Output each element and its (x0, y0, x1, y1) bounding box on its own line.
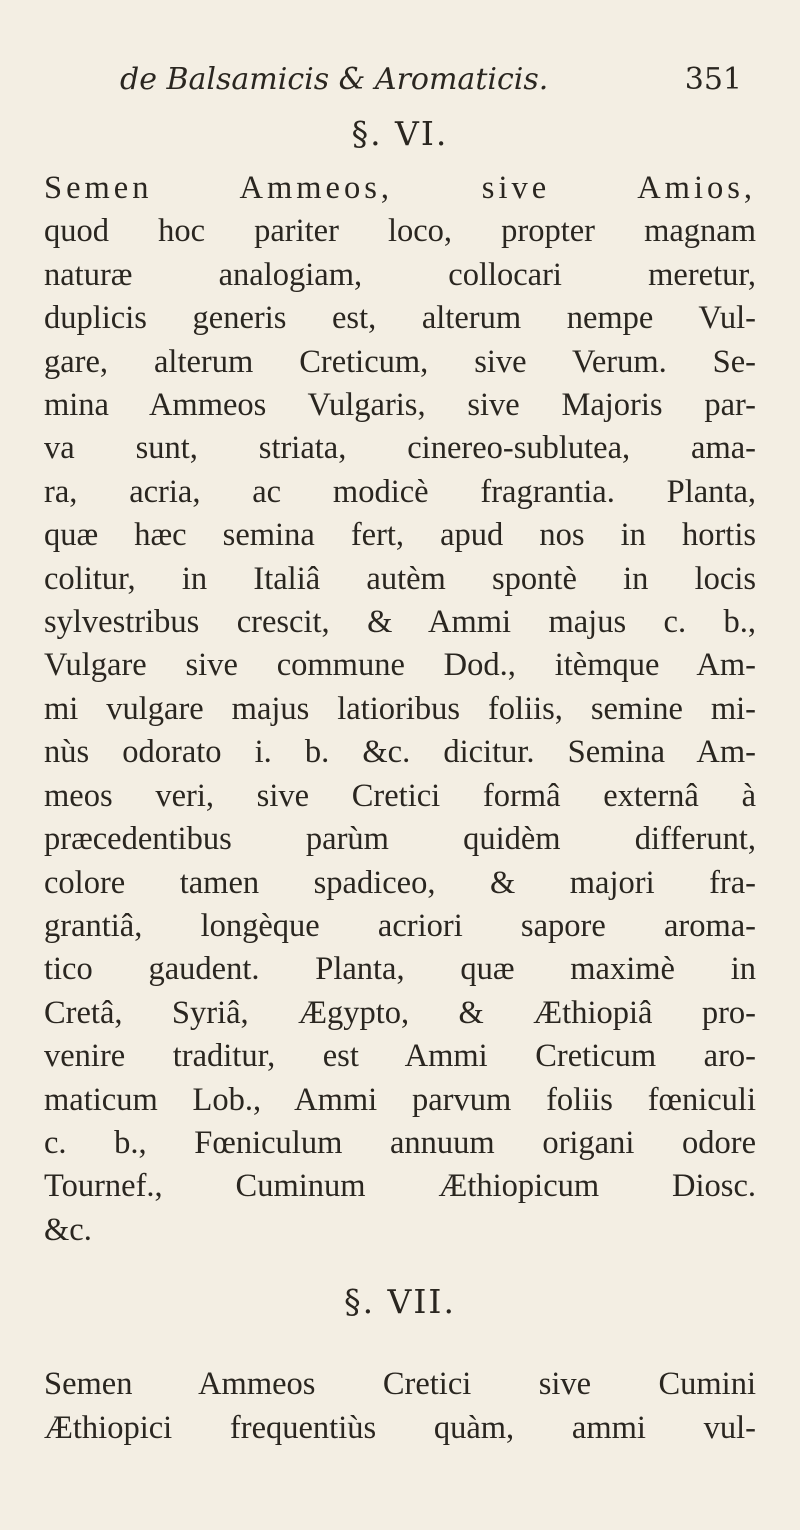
text-line: quod hoc pariter loco, propter magnam (44, 213, 756, 250)
text-line: mina Ammeos Vulgaris, sive Majoris par- (44, 387, 756, 424)
text-line: colore tamen spadiceo, & majori fra- (44, 864, 756, 901)
text-line: præcedentibus parùm quidèm differunt, (44, 821, 756, 858)
text-line: mi vulgare majus latioribus foliis, semine mi- (44, 690, 756, 727)
text-line: tico gaudent. Planta, quæ maximè in (44, 951, 756, 988)
text-line: venire traditur, est Ammi Creticum aro- (44, 1038, 756, 1075)
text-line: gare, alterum Creticum, sive Verum. Se- (44, 343, 756, 380)
section-heading-vi: §. VI. (351, 114, 449, 153)
paragraph-section-vii (44, 1363, 756, 1450)
text-line: meos veri, sive Cretici formâ externâ à (44, 777, 756, 814)
text-line: Tournef., Cuminum Æthiopicum Diosc. (44, 1168, 756, 1205)
text-line: c. b., Fœniculum annuum origani odore (44, 1124, 756, 1161)
text-line: quæ hæc semina fert, apud nos in hortis (44, 517, 756, 554)
text-line: ra, acria, ac modicè fragrantia. Planta, (44, 473, 756, 510)
text-line: Cretâ, Syriâ, Ægypto, & Æthiopiâ pro- (44, 994, 756, 1031)
text-line: &c. (44, 1211, 92, 1248)
paragraph-section-vi (44, 167, 756, 1252)
text-line: Vulgare sive commune Dod., itèmque Am- (44, 647, 756, 684)
text-line: Semen Ammeos Cretici sive Cumini (44, 1366, 756, 1403)
text-line: duplicis generis est, alterum nempe Vul- (44, 300, 756, 337)
text-line: nùs odorato i. b. &c. dicitur. Semina Am- (44, 734, 756, 771)
running-head (44, 62, 756, 106)
text-line: naturæ analogiam, collocari meretur, (44, 256, 756, 293)
text-line: Semen Ammeos, sive Amios, (44, 170, 756, 206)
text-line: va sunt, striata, cinereo-sublutea, ama- (44, 430, 756, 467)
text-line: grantiâ, longèque acriori sapore aroma- (44, 907, 756, 944)
running-title: de Balsamicis & Aromaticis. (120, 62, 549, 97)
text-line: colitur, in Italiâ autèm spontè in locis (44, 560, 756, 597)
page-number: 351 (684, 62, 742, 97)
text-line: Æthiopici frequentiùs quàm, ammi vul- (44, 1409, 756, 1446)
section-heading-vii: §. VII. (344, 1282, 456, 1322)
text-line: sylvestribus crescit, & Ammi majus c. b., (44, 604, 756, 641)
text-line: maticum Lob., Ammi parvum foliis fœniculi (44, 1081, 756, 1118)
